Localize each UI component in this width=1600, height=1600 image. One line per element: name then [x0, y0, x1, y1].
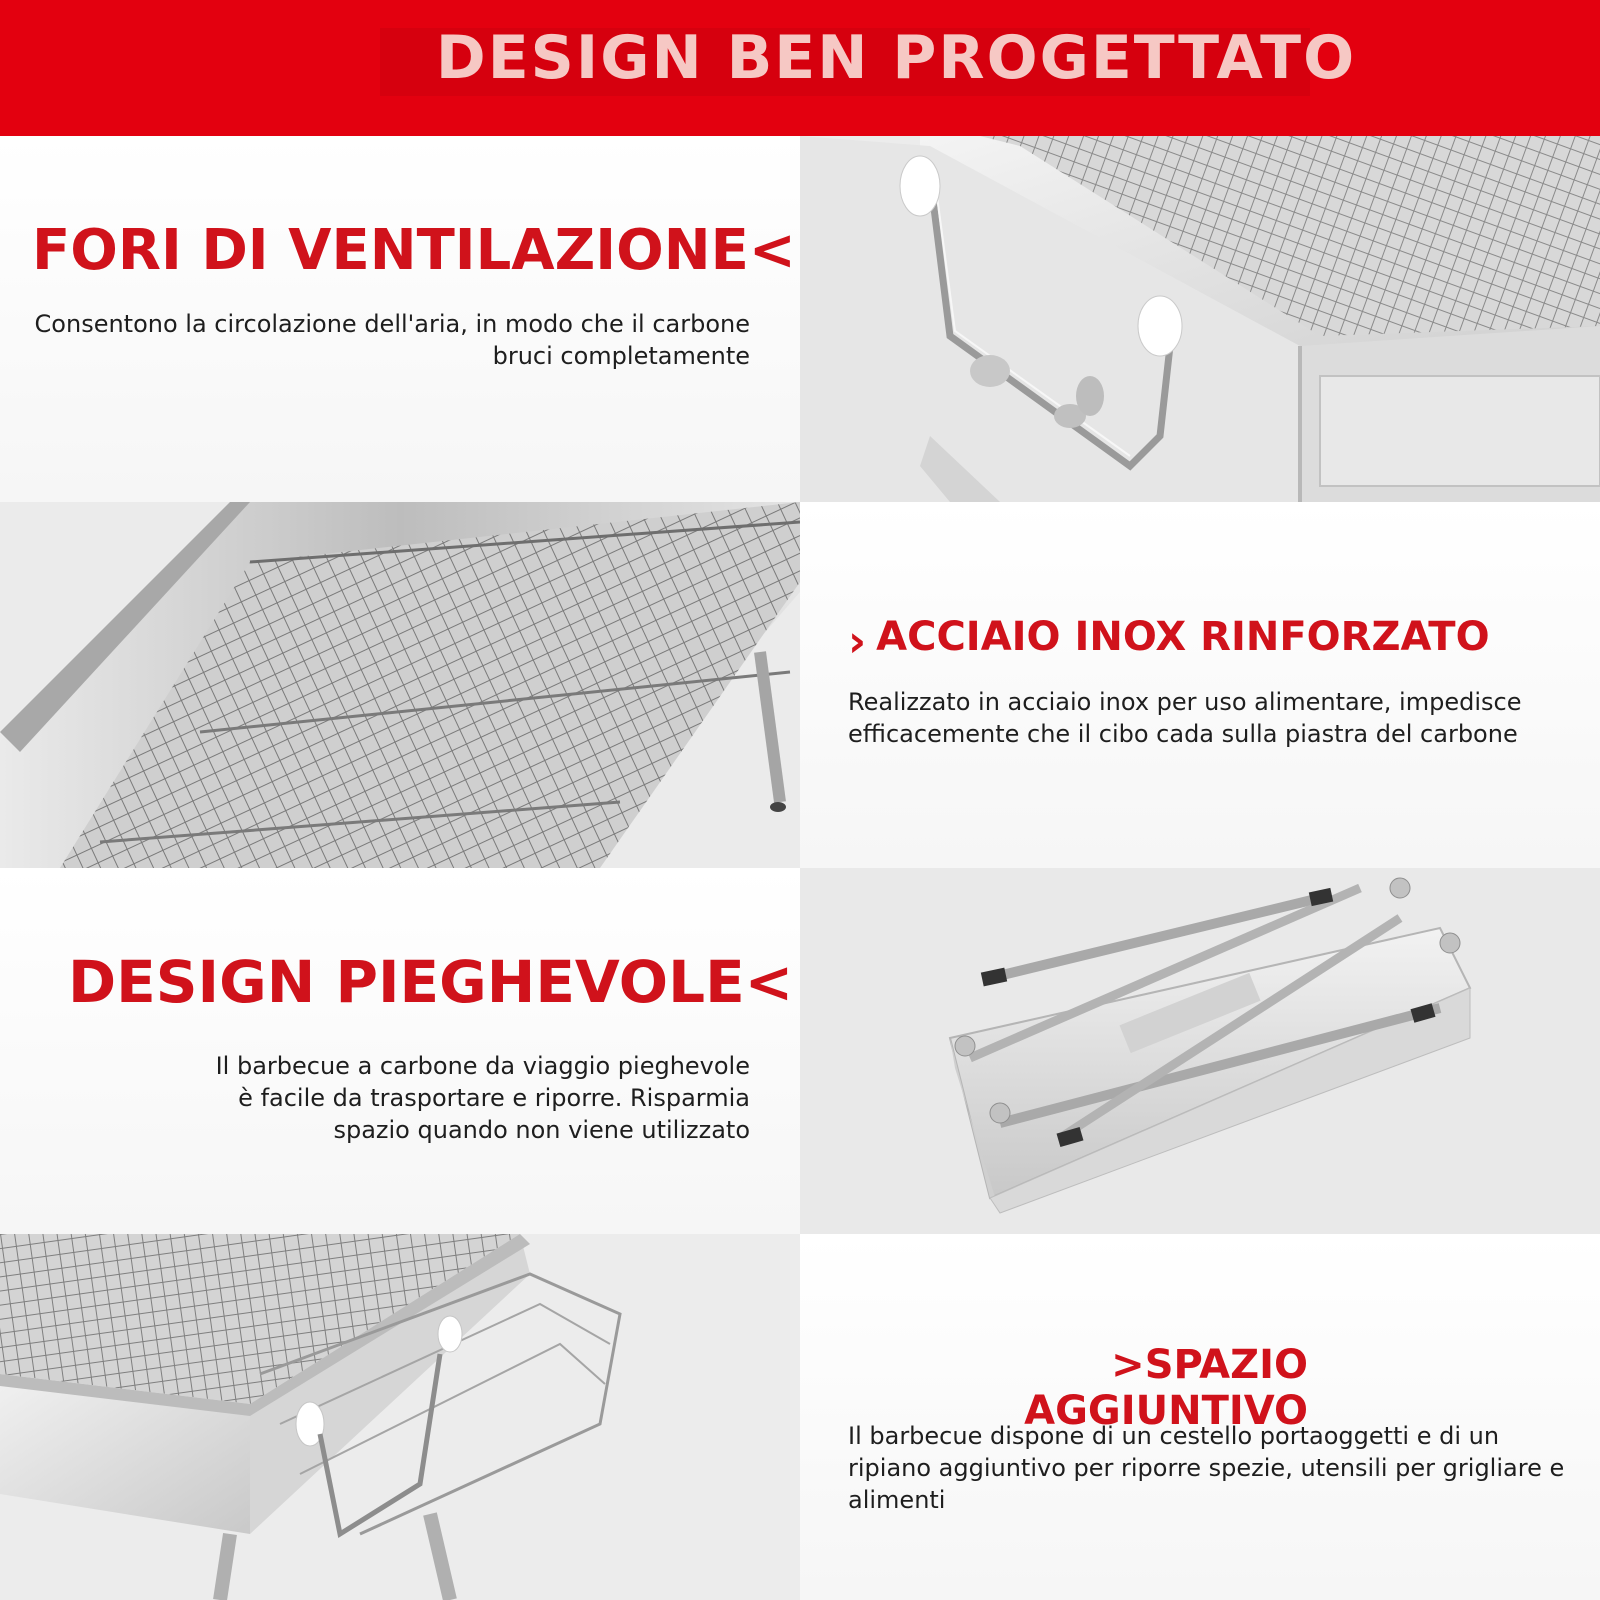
- feature-ventilation-line-2: bruci completamente: [492, 342, 750, 370]
- feature-steel-title: ACCIAIO INOX RINFORZATO: [876, 614, 1490, 660]
- feature-extra-space-title-line-2: AGGIUNTIVO: [1024, 1388, 1308, 1434]
- grill-handle-illustration: [800, 136, 1600, 502]
- feature-steel-line-2: efficacemente che il cibo cada sulla piastra del carbone: [848, 720, 1518, 748]
- feature-extra-space-panel: [800, 1234, 1600, 1600]
- side-basket-illustration: [0, 1234, 800, 1600]
- feature-steel-description: [848, 686, 1588, 750]
- feature-ventilation-line-1: Consentono la circolazione dell'aria, in modo che il carbone: [34, 310, 750, 338]
- feature-ventilation-title: FORI DI VENTILAZIONE<: [32, 218, 796, 283]
- feature-ventilation-panel: [0, 136, 800, 502]
- grill-handle-photo: [800, 136, 1600, 502]
- folded-grill-photo: [800, 868, 1600, 1234]
- feature-extra-space-description: [848, 1420, 1588, 1516]
- feature-extra-space-line-2: ripiano aggiuntivo per riporre spezie, utensili per grigliare e: [848, 1454, 1565, 1482]
- side-basket-photo: [0, 1234, 800, 1600]
- feature-extra-space-line-1: Il barbecue dispone di un cestello portaoggetti e di un: [848, 1422, 1500, 1450]
- feature-foldable-line-3: spazio quando non viene utilizzato: [333, 1116, 750, 1144]
- feature-ventilation-description: [20, 308, 750, 372]
- feature-foldable-title: DESIGN PIEGHEVOLE<: [68, 948, 794, 1016]
- feature-foldable-description: [20, 1050, 750, 1146]
- feature-extra-space-title-line-1: >SPAZIO: [1111, 1342, 1308, 1388]
- chevron-right-icon: ›: [848, 616, 867, 667]
- grill-mesh-illustration: [0, 502, 800, 868]
- grill-mesh-photo: [0, 502, 800, 868]
- feature-foldable-line-2: è facile da trasportare e riporre. Risparmia: [238, 1084, 750, 1112]
- feature-steel-title-row: [848, 610, 1490, 667]
- feature-steel-panel: [800, 502, 1600, 868]
- header-banner: [0, 0, 1600, 136]
- feature-foldable-line-1: Il barbecue a carbone da viaggio pieghevole: [215, 1052, 750, 1080]
- folded-grill-illustration: [800, 868, 1600, 1234]
- banner-title: DESIGN BEN PROGETTATO: [435, 23, 1357, 93]
- feature-steel-line-1: Realizzato in acciaio inox per uso alimentare, impedisce: [848, 688, 1522, 716]
- feature-extra-space-line-3: alimenti: [848, 1486, 946, 1514]
- feature-foldable-panel: [0, 868, 800, 1234]
